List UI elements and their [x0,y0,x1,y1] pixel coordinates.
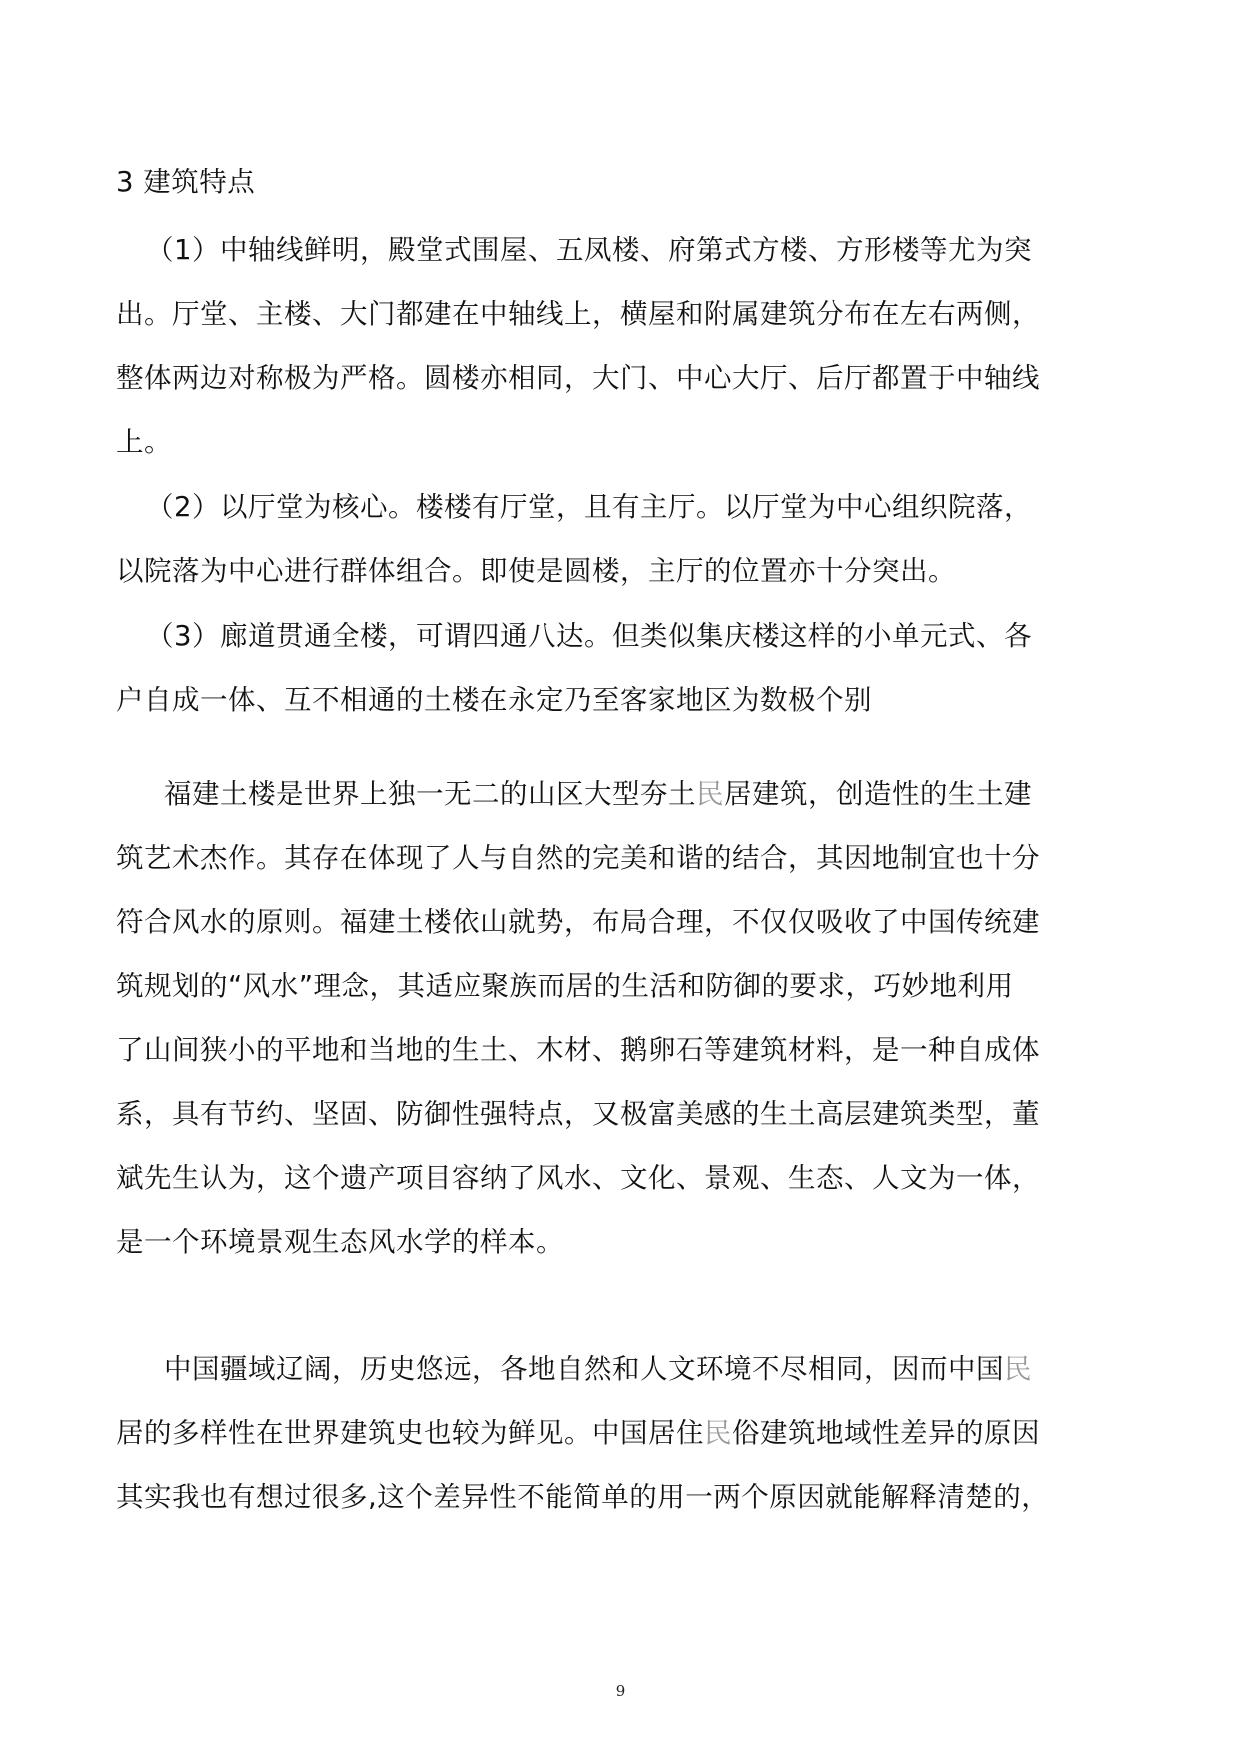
paragraph-tulou-line: 斌先生认为，这个遗产项目容纳了风水、文化、景观、生态、人文为一体， [116,1162,1040,1194]
faded-character: 民 [696,778,724,810]
paragraph-tulou-line: 筑艺术杰作。其存在体现了人与自然的完美和谐的结合，其因地制宜也十分 [116,842,1040,874]
paragraph-tulou-line [116,762,1136,826]
page-number: 9 [615,1682,626,1700]
paragraph-china-line [116,1337,1136,1401]
feature-item-1-line: 出。厅堂、主楼、大门都建在中轴线上，横屋和附属建筑分布在左右两侧， [116,298,1040,330]
feature-item-1-line: （1）中轴线鲜明，殿堂式围屋、五凤楼、府第式方楼、方形楼等尤为突 [146,234,1032,266]
paragraph-tulou-line: 是一个环境景观生态风水学的样本。 [116,1226,564,1258]
paragraph-tulou-line: 筑规划的“风水”理念，其适应聚族而居的生活和防御的要求，巧妙地利用 [116,970,1014,1002]
feature-item-2-line: （2）以厅堂为核心。楼楼有厅堂，且有主厅。以厅堂为中心组织院落， [146,491,1032,523]
feature-item-2 [116,475,1136,603]
paragraph-tulou-text: 福建土楼是世界上独一无二的山区大型夯土 [164,778,696,810]
paragraph-china-text: 俗建筑地域性差异的原因 [732,1417,1040,1449]
paragraph-tulou-line: 符合风水的原则。福建土楼依山就势，布局合理，不仅仅吸收了中国传统建 [116,906,1040,938]
feature-item-2-line: 以院落为中心进行群体组合。即使是圆楼，主厅的位置亦十分突出。 [116,555,956,587]
paragraph-tulou-line: 了山间狭小的平地和当地的生土、木材、鹅卵石等建筑材料，是一种自成体 [116,1034,1040,1066]
section-heading [116,150,1136,214]
feature-item-1 [116,218,1136,474]
section-heading-text: 3 建筑特点 [116,166,256,198]
paragraph-china-line: 其实我也有想过很多,这个差异性不能简单的用一两个原因就能解释清楚的， [116,1481,1050,1513]
paragraph-tulou [116,762,1136,1274]
paragraph-china-text: 居的多样性在世界建筑史也较为鲜见。中国居住 [116,1417,704,1449]
feature-item-3-line: 户自成一体、互不相通的土楼在永定乃至客家地区为数极个别 [116,684,872,716]
faded-character: 民 [704,1417,732,1449]
feature-item-3 [116,604,1136,732]
feature-item-3-line: （3）廊道贯通全楼，可谓四通八达。但类似集庆楼这样的小单元式、各 [146,620,1032,652]
paragraph-china-line [116,1401,1136,1465]
feature-item-1-line: 整体两边对称极为严格。圆楼亦相同，大门、中心大厅、后厅都置于中轴线 [116,362,1040,394]
paragraph-china-dwellings [116,1337,1136,1529]
paragraph-china-text: 中国疆域辽阔，历史悠远，各地自然和人文环境不尽相同，因而中国 [164,1353,1004,1385]
paragraph-tulou-line: 系，具有节约、坚固、防御性强特点，又极富美感的生土高层建筑类型，董 [116,1098,1040,1130]
feature-item-1-line: 上。 [116,426,172,458]
faded-character: 民 [1004,1353,1032,1385]
paragraph-tulou-text: 居建筑，创造性的生土建 [724,778,1032,810]
